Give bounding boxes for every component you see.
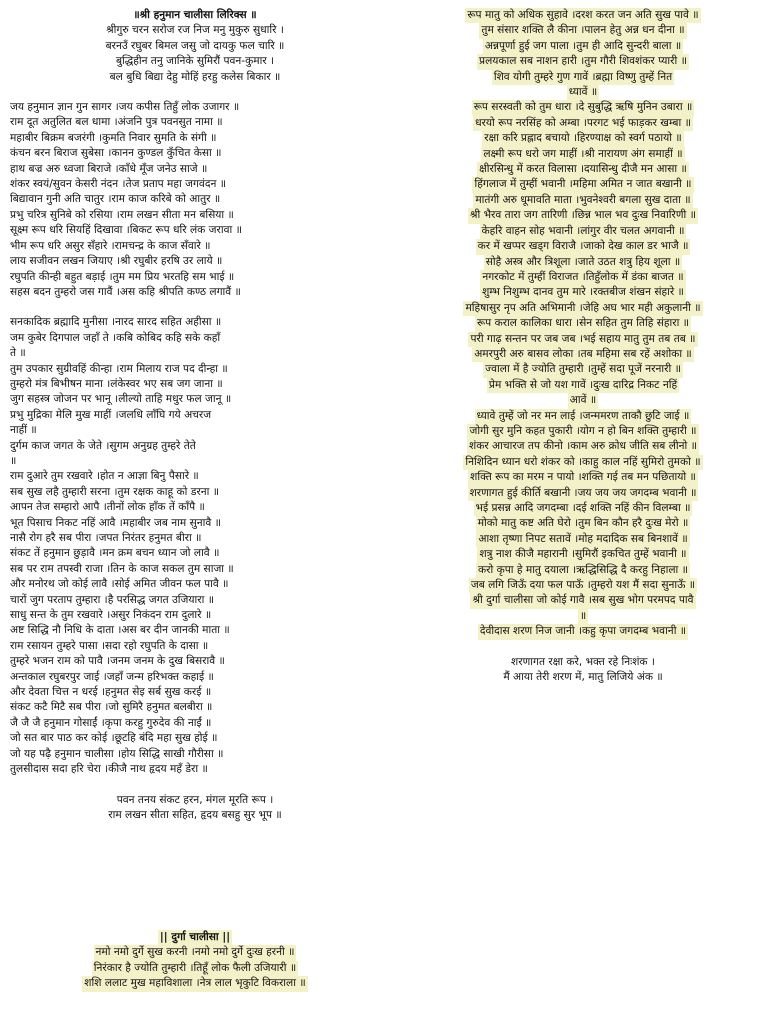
verse-line: रूप मातु को अधिक सुहावे ।दरश करत जन अति सुख पावे ॥ <box>402 8 764 23</box>
verse-line: भई प्रसन्न आदि जगदम्बा ।दई शक्ति नहिं कीन विलम्बा ॥ <box>402 501 764 516</box>
verse-line: ध्यावें ॥ <box>402 85 764 100</box>
verse-line: सब सुख लहै तुम्हारी सरना ।तुम रक्षक काहू को डरना ॥ <box>10 485 220 498</box>
verse-line: प्रलयकाल सब नाशन हारी ।तुम गौरी शिवशंकर प्यारी ॥ <box>402 54 764 69</box>
spacer <box>10 778 380 793</box>
verse-line: निशिदिन ध्यान धरो शंकर को ।काहु काल नहिं सुमिरो तुमको ॥ <box>402 455 764 470</box>
verse-line: संकट तें हनुमान छुड़ावै ।मन क्रम बचन ध्यान जो लावै ॥ <box>10 547 220 560</box>
durga-title: || दुर्गा चालीसा || <box>10 930 380 945</box>
verse-line: ॥ <box>10 454 17 467</box>
verse-line: अष्ट सिद्धि नौ निधि के दाता ।अस बर दीन जानकी माता ॥ <box>10 624 230 637</box>
verse-line: ॥ <box>402 609 764 624</box>
verse-line: महिषासुर नृप अति अभिमानी ।जेहि अघ भार मही अकुलानी ॥ <box>402 301 764 316</box>
verse-line: रूप सरस्वती को तुम धारा ।दे सुबुद्धि ऋषि मुनिन उबारा ॥ <box>402 100 764 115</box>
spacer <box>10 85 380 100</box>
verse-line: तुम संसार शक्ति लै कीना ।पालन हेतु अन्न धन दीना ॥ <box>402 23 764 38</box>
verse-line: ध्यावे तुम्हें जो नर मन लाई ।जन्ममरण ताकौ छुटि जाई ॥ <box>402 409 764 424</box>
doha-line: मैं आया तेरी शरण में, मातु लिजिये अंक ॥ <box>503 671 663 684</box>
verse-line: नाहीं ॥ <box>10 424 37 437</box>
verse-line: नासै रोग हरै सब पीरा ।जपत निरंतर हनुमत बीरा ॥ <box>10 532 202 544</box>
durga-chalisa-start <box>10 930 380 992</box>
verse-line: नमो नमो दुर्गे सुख करनी ।नमो नमो दुर्गे दुःख हरनी ॥ <box>10 945 380 960</box>
verse-line: ज्वाला में है ज्योति तुम्हारी ।तुम्हें सदा पूजें नरनारी ॥ <box>402 362 764 377</box>
doha-line: शरणागत रक्षा करे, भक्त रहे निःशंक । <box>511 655 655 668</box>
verse-line: प्रभु मुद्रिका मेलि मुख माहीं ।जलधि लाँघि गये अचरज <box>10 408 212 421</box>
verse-line: सूक्ष्म रूप धरि सियहिं दिखावा ।बिकट रूप धरि लंक जरावा ॥ <box>10 224 242 237</box>
durga-verses <box>402 8 764 640</box>
verse-line: रक्षा करि प्रह्लाद बचायो ।हिरण्याक्ष को स्वर्ग पठायो ॥ <box>402 131 764 146</box>
verse-line: हिंगलाज में तुम्हीं भवानी ।महिमा अमित न जात बखानी ॥ <box>402 177 764 192</box>
verse-line: नगरकोट में तुम्हीं विराजत ।तिहुँलोक में डंका बाजत ॥ <box>402 270 764 285</box>
verse-line: शरणागत हुई कीर्ति बखानी ।जय जय जय जगदम्ब भवानी ॥ <box>402 486 764 501</box>
verse-line: जय हनुमान ज्ञान गुन सागर ।जय कपीस तिहुँ लोक उजागर ॥ <box>10 101 240 114</box>
verse-line: और देवता चित्त न धरई ।हनुमत सेइ सर्ब सुख करई ॥ <box>10 686 212 699</box>
durga-chalisa-column <box>402 8 764 685</box>
verse-line: अन्तकाल रघुबरपुर जाई ।जहाँ जन्म हरिभक्त कहाई ॥ <box>10 670 214 683</box>
verse-line: संकट कटै मिटै सब पीरा ।जो सुमिरै हनुमत बलबीरा ॥ <box>10 701 213 714</box>
chaupai-verses <box>10 100 380 777</box>
doha-line: बुद्धिहीन तनु जानिके सुमिरौं पवन-कुमार । <box>115 55 275 68</box>
verse-line: श्री भैरव तारा जग तारिणी ।छिन्न भाल भव दुःख निवारिणी ॥ <box>402 208 764 223</box>
verse-line: रघुपति कीन्ही बहुत बड़ाई ।तुम मम प्रिय भरतहि सम भाई ॥ <box>10 270 235 283</box>
verse-line: केहरि वाहन सोह भवानी ।लांगुर वीर चलत अगवानी ॥ <box>402 224 764 239</box>
verse-line: सोहै अस्त्र और त्रिशूला ।जाते उठत शत्रु हिय शूला ॥ <box>402 255 764 270</box>
verse-line: शशि ललाट मुख महाविशाला ।नेत्र लाल भृकुटि विकराला ॥ <box>10 976 380 991</box>
verse-line: भूत पिसाच निकट नहिं आवै ।महाबीर जब नाम सुनावै ॥ <box>10 516 221 529</box>
doha-line: राम लखन सीता सहित, हृदय बसहु सुर भूप ॥ <box>108 808 282 821</box>
verse-line: मोको मातु कष्ट अति घेरो ।तुम बिन कौन हरै दुःख मेरो ॥ <box>402 516 764 531</box>
verse-line: निरंकार है ज्योति तुम्हारी ।तिहूँ लोक फैली उजियारी ॥ <box>10 961 380 976</box>
verse-line: लाय सजीवन लखन जियाए ।श्री रघुबीर हरषि उर लाये ॥ <box>10 255 223 268</box>
verse-line: ते ॥ <box>10 347 26 360</box>
verse-line: शुम्भ निशुम्भ दानव तुम मारे ।रक्तबीज शंखन संहारे ॥ <box>402 285 764 300</box>
doha-line: बल बुधि बिद्या देहु मोहिं हरहु कलेस बिकार ॥ <box>109 70 281 83</box>
verse-line: करो कृपा हे मातु दयाला ।ऋद्धिसिद्धि दै करहु निहाला ॥ <box>402 563 764 578</box>
verse-line: जै जै जै हनुमान गोसाईं ।कृपा करहु गुरुदेव की नाईं ॥ <box>10 716 212 729</box>
verse-line: राम दुआरे तुम रखवारे ।होत न आज्ञा बिनु पैसारे ॥ <box>10 470 199 483</box>
hanuman-chalisa-column <box>10 8 380 823</box>
verse-line: श्री दुर्गा चालीसा जो कोई गावै ।सब सुख भोग परमपद पावै <box>402 593 764 608</box>
verse-line: शिव योगी तुम्हरे गुण गावें ।ब्रह्मा विष्णु तुम्हें नित <box>402 70 764 85</box>
verse-line: सब पर राम तपस्वी राजा ।तिन के काज सकल तुम साजा ॥ <box>10 562 234 575</box>
verse-line: जोगी सुर मुनि कहत पुकारी ।योग न हो बिन शक्ति तुम्हारी ॥ <box>402 424 764 439</box>
verse-line: जो सत बार पाठ कर कोई ।छूटहि बंदि महा सुख होई ॥ <box>10 732 218 745</box>
verse-line: साधु सन्त के तुम रखवारे ।असुर निकंदन राम दुलारे ॥ <box>10 609 212 622</box>
doha-line: पवन तनय संकट हरन, मंगल मूरति रूप । <box>116 793 274 806</box>
verse-line: रूप कराल कालिका धारा ।सेन सहित तुम तिहि संहारा ॥ <box>402 316 764 331</box>
verse-line: तुम्हरो मंत्र बिभीषन माना ।लंकेस्वर भए सब जग जाना ॥ <box>10 377 223 390</box>
verse-line: कंचन बरन बिराज सुबेसा ।कानन कुण्डल कुँचित केसा ॥ <box>10 147 222 160</box>
verse-line: राम रसायन तुम्हरे पासा ।सदा रहो रघुपति के दासा ॥ <box>10 639 209 652</box>
verse-line: शंकर स्वयं/सुवन केसरी नंदन ।तेज प्रताप महा जगवंदन ॥ <box>10 178 227 191</box>
verse-line: अमरपुरी अरु बासव लोका ।तब महिमा सब रहें अशोका ॥ <box>402 347 764 362</box>
verse-line: जम कुबेर दिगपाल जहाँ ते ।कबि कोबिद कहि सके कहाँ <box>10 331 221 344</box>
verse-line: राम दूत अतुलित बल धामा ।अंजनि पुत्र पवनसुत नामा ॥ <box>10 116 223 129</box>
verse-line: अन्नपूर्णा हुई जग पाला ।तुम ही आदि सुन्दरी बाला ॥ <box>402 39 764 54</box>
verse-line: जुग सहस्त्र जोजन पर भानू ।लील्यो ताहि मधुर फल जानू ॥ <box>10 393 232 406</box>
verse-line: आशा तृष्णा निपट सतावें ।मोह मदादिक सब बिनशावें ॥ <box>402 532 764 547</box>
closing-doha <box>10 793 380 824</box>
verse-line: प्रेम भक्ति से जो यश गावें ।दुःख दारिद्र निकट नहिं <box>402 378 764 393</box>
verse-line: हाथ बज्र अरु ध्वजा बिराजे ।काँधे मूँज जनेउ साजे ॥ <box>10 162 208 175</box>
spacer <box>402 640 764 655</box>
verse-line: महाबीर बिक्रम बजरंगी ।कुमति निवार सुमति के संगी ॥ <box>10 131 217 144</box>
opening-doha <box>10 23 380 85</box>
verse-line: और मनोरथ जो कोई लावै ।सोई अमित जीवन फल पावै ॥ <box>10 578 229 591</box>
doha-line: श्रीगुरु चरन सरोज रज निज मनु मुकुरु सुधारि । <box>106 24 284 37</box>
verse-line: मातंगी अरु धूमावति माता ।भुवनेश्वरी बगला सुख दाता ॥ <box>402 193 764 208</box>
spacer <box>10 300 380 315</box>
verse-line: जब लगि जिऊँ दया फल पाऊँ ।तुम्हरो यश मैं सदा सुनाऊँ ॥ <box>402 578 764 593</box>
verse-line: धरयो रूप नरसिंह को अम्बा ।परगट भई फाड़कर खम्बा ॥ <box>402 116 764 131</box>
verse-line: सनकादिक ब्रह्मादि मुनीसा ।नारद सारद सहित अहीसा ॥ <box>10 316 222 329</box>
closing-doha <box>402 655 764 686</box>
verse-line: जो यह पढ़ै हनुमान चालीसा ।होय सिद्धि साखी गौरीसा ॥ <box>10 747 224 760</box>
verse-line: कर में खप्पर खड्ग विराजै ।जाको देख काल डर भाजै ॥ <box>402 239 764 254</box>
verse-line: आवें ॥ <box>402 393 764 408</box>
verse-line: देवीदास शरण निज जानी ।कहु कृपा जगदम्ब भवानी ॥ <box>402 624 764 639</box>
verse-line: तुलसीदास सदा हरि चेरा ।कीजै नाथ हृदय महँ डेरा ॥ <box>10 763 208 776</box>
verse-line: क्षीरसिन्धु में करत विलासा ।दयासिन्धु दीजै मन आसा ॥ <box>402 162 764 177</box>
chalisa-title: ॥श्री हनुमान चालीसा लिरिक्स ॥ <box>133 9 257 21</box>
verse-line: शंकर आचारज तप कीनो ।काम अरु क्रोध जीति सब लीनो ॥ <box>402 439 764 454</box>
verse-line: शक्ति रूप का मरम न पायो ।शक्ति गई तब मन पछितायो ॥ <box>402 470 764 485</box>
verse-line: भीम रूप धरि असुर सँहारे ।रामचन्द्र के काज सँवारे ॥ <box>10 239 211 252</box>
doha-line: बरनउँ रघुबर बिमल जसु जो दायकु फल चारि ॥ <box>105 39 285 52</box>
verse-line: आपन तेज सम्हारो आपै ।तीनों लोक हाँक तें काँपै ॥ <box>10 501 205 514</box>
verse-line: बिद्यावान गुनी अति चातुर ।राम काज करिबे को आतुर ॥ <box>10 193 221 206</box>
verse-line: सहस बदन तुम्हरो जस गावैं ।अस कहि श्रीपति कण्ठ लगावैं ॥ <box>10 285 241 298</box>
verse-line: तुम उपकार सुग्रीवहिं कीन्हा ।राम मिलाय राज पद दीन्हा ॥ <box>10 362 228 375</box>
verse-line: दुर्गम काज जगत के जेते ।सुगम अनुग्रह तुम्हरे तेते <box>10 439 196 452</box>
verse-line: प्रभु चरित्र सुनिबे को रसिया ।राम लखन सीता मन बसिया ॥ <box>10 208 234 221</box>
verse-line: परी गाढ़ सन्तन पर जब जब ।भई सहाय मातु तुम तब तब ॥ <box>402 332 764 347</box>
verse-line: तुम्हरे भजन राम को पावै ।जनम जनम के दुख बिसरावै ॥ <box>10 655 225 668</box>
verse-line: लक्ष्मी रूप धरो जग माहीं ।श्री नारायण अंग समाहीं ॥ <box>402 147 764 162</box>
verse-line: चारों जुग परताप तुम्हारा ।है परसिद्ध जगत उजियारा ॥ <box>10 593 215 606</box>
verse-line: शत्रु नाश कीजै महारानी ।सुमिरौं इकचित तुम्हें भवानी ॥ <box>402 547 764 562</box>
